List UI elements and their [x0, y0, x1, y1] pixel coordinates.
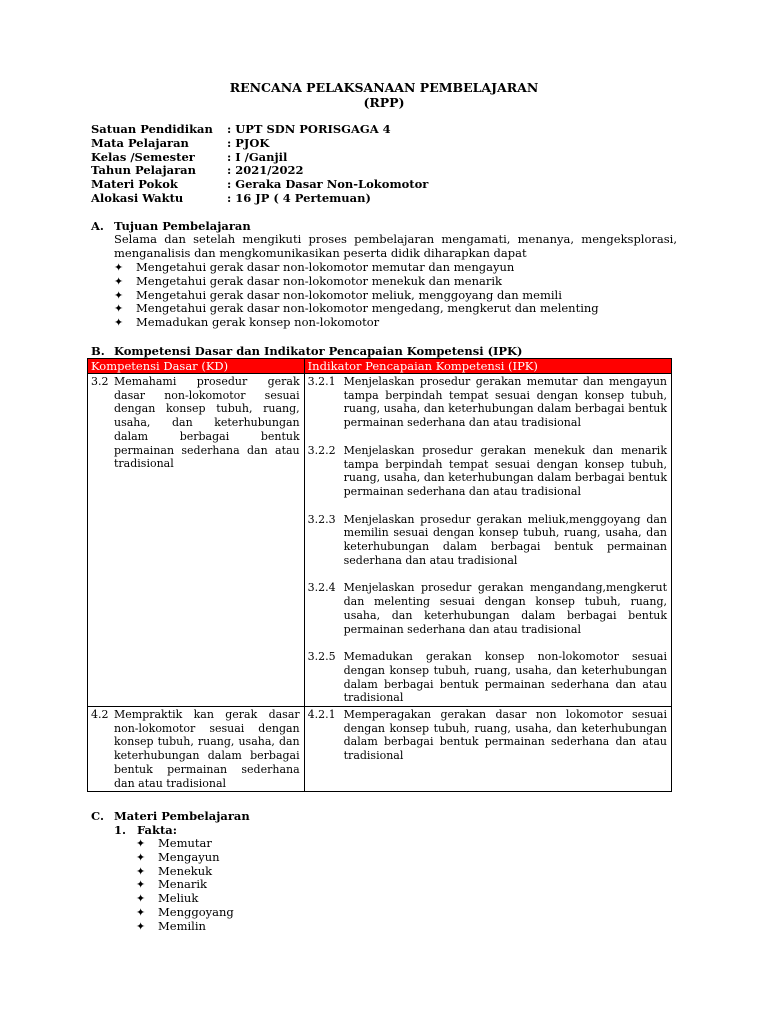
- subsection-number: 1.: [114, 823, 127, 837]
- identity-row: [91, 123, 428, 137]
- section-title: Kompetensi Dasar dan Indikator Pencapaian Kompetensi (IPK): [114, 344, 523, 358]
- list-item: [136, 892, 234, 906]
- star-bullet-icon: ✦: [136, 878, 146, 892]
- identity-value: : 2021/2022: [227, 163, 304, 178]
- column-header-kd: Kompetensi Dasar (KD): [88, 359, 305, 374]
- kd-cell: [88, 707, 305, 792]
- kd-text: Memahami prosedur gerak dasar non-lokomotor sesuai dengan konsep tubuh, ruang, usaha, dan keterhubungan dalam berbagai bentuk permainan sederhana dan atau tradisional: [114, 375, 300, 471]
- document-subtitle: (RPP): [363, 95, 405, 110]
- indicator-text: Memadukan gerakan konsep non-lokomotor sesuai dengan konsep tubuh, ruang, usaha, dan keterhubungan dalam berbagai bentuk permainan sederhana dan atau tradisional: [343, 650, 667, 705]
- section-title: Materi Pembelajaran: [114, 809, 250, 823]
- star-bullet-icon: ✦: [136, 864, 146, 878]
- indicator-number: 3.2.2: [307, 443, 336, 457]
- list-item: [136, 920, 234, 934]
- star-bullet-icon: ✦: [136, 905, 146, 919]
- identity-label: Materi Pokok: [91, 177, 178, 192]
- star-bullet-icon: ✦: [114, 302, 124, 316]
- fact-text: Mengayun: [158, 849, 220, 864]
- list-item: [114, 302, 599, 316]
- section-a-intro: Selama dan setelah mengikuti proses pembelajaran mengamati, menanya, mengeksplorasi, menganalisis dan mengkomunikasikan peserta didik diharapkan dapat: [114, 232, 677, 260]
- star-bullet-icon: ✦: [114, 274, 124, 288]
- kd-text: Mempraktik kan gerak dasar non-lokomotor sesuai dengan konsep tubuh, ruang, usaha, dan keterhubungan dalam berbagai bentuk permainan sederhana dan atau tradisional: [114, 708, 300, 790]
- table-header-row: [88, 359, 672, 374]
- indicator-number: 3.2.4: [307, 581, 336, 595]
- identity-value: : 16 JP ( 4 Pertemuan): [227, 190, 371, 205]
- table-row: [88, 374, 672, 707]
- indicator-item: [308, 444, 667, 499]
- kd-number: 3.2: [91, 375, 109, 388]
- kd-number: 4.2: [91, 708, 109, 722]
- indicator-text: Menjelaskan prosedur gerakan memutar dan mengayun tampa berpindah tempat sesuai dengan konsep tubuh, ruang, usaha, dan keterhubungan dalam berbagai bentuk permainan sederhana dan atau tradisional: [343, 375, 667, 430]
- indicator-number: 3.2.1: [307, 375, 336, 388]
- identity-value: : I /Ganjil: [227, 149, 288, 164]
- subsection-title: Fakta:: [137, 823, 177, 837]
- identity-label: Tahun Pelajaran: [91, 163, 196, 178]
- list-item: [136, 878, 234, 892]
- section-letter: C.: [91, 809, 104, 823]
- section-b-heading: [91, 344, 523, 358]
- indicator-text: Menjelaskan prosedur gerakan menekuk dan menarik tampa berpindah tempat sesuai dengan konsep tubuh, ruang, usaha, dan keterhubungan dalam berbagai bentuk permainan sederhana dan atau tradisional: [343, 443, 667, 498]
- identity-row: [91, 151, 428, 165]
- star-bullet-icon: ✦: [136, 892, 146, 906]
- indicator-item: [308, 581, 667, 636]
- star-bullet-icon: ✦: [114, 261, 124, 274]
- list-item: [136, 865, 234, 879]
- section-title: Tujuan Pembelajaran: [114, 219, 251, 233]
- fact-text: Memilin: [158, 918, 206, 933]
- star-bullet-icon: ✦: [114, 288, 124, 302]
- identity-block: [91, 123, 428, 206]
- star-bullet-icon: ✦: [136, 837, 146, 850]
- indicator-text: Memperagakan gerakan dasar non lokomotor sesuai dengan konsep tubuh, ruang, usaha, dan keterhubungan dalam berbagai bentuk permainan sederhana dan atau tradisional: [343, 708, 667, 763]
- fact-text: Menggoyang: [158, 904, 234, 919]
- indicator-number: 3.2.5: [307, 650, 336, 664]
- star-bullet-icon: ✦: [136, 850, 146, 864]
- goal-text: Mengetahui gerak dasar non-lokomotor memutar dan mengayun: [136, 260, 515, 274]
- identity-value: : UPT SDN PORISGAGA 4: [227, 122, 391, 136]
- star-bullet-icon: ✦: [114, 316, 124, 330]
- fact-text: Meliuk: [158, 891, 199, 906]
- identity-label: Mata Pelajaran: [91, 135, 189, 150]
- indicator-number: 3.2.3: [307, 512, 336, 526]
- identity-value: : PJOK: [227, 135, 270, 150]
- indicator-text: Menjelaskan prosedur gerakan meliuk,menggoyang dan memilin sesuai dengan konsep tubuh, ruang, usaha, dan keterhubungan dalam berbagai bentuk permainan sederhana dan atau tradisional: [343, 512, 667, 567]
- goal-text: Mengetahui gerak dasar non-lokomotor menekuk dan menarik: [136, 273, 503, 288]
- indicator-item: [308, 650, 667, 705]
- identity-value: : Geraka Dasar Non-Lokomotor: [227, 177, 429, 192]
- fact-text: Menarik: [158, 877, 207, 892]
- goal-text: Memadukan gerak konsep non-lokomotor: [136, 315, 380, 330]
- indicator-item: [308, 513, 667, 568]
- list-item: [114, 316, 599, 330]
- list-item: [114, 289, 599, 303]
- list-item: [114, 275, 599, 289]
- document-title: RENCANA PELAKSANAAN PEMBELAJARAN: [229, 80, 539, 95]
- identity-row: [91, 178, 428, 192]
- section-letter: B.: [91, 344, 105, 358]
- list-item: [136, 837, 234, 851]
- star-bullet-icon: ✦: [136, 919, 146, 933]
- list-item: [136, 851, 234, 865]
- column-header-ipk: Indikator Pencapaian Kompetensi (IPK): [304, 359, 671, 374]
- ipk-cell: [304, 707, 671, 792]
- kd-cell: [88, 374, 305, 707]
- identity-row: [91, 137, 428, 151]
- indicator-item: [308, 375, 667, 430]
- goal-text: Mengetahui gerak dasar non-lokomotor mengedang, mengkerut dan melenting: [136, 301, 599, 316]
- fact-text: Menekuk: [158, 863, 213, 878]
- subsection-heading: [114, 823, 177, 837]
- goal-text: Mengetahui gerak dasar non-lokomotor meliuk, menggoyang dan memili: [136, 287, 562, 302]
- identity-row: [91, 164, 428, 178]
- list-item: [114, 261, 599, 275]
- identity-label: Alokasi Waktu: [91, 190, 184, 205]
- table-row: [88, 707, 672, 792]
- competency-table: [87, 358, 672, 792]
- identity-label: Satuan Pendidikan: [91, 122, 213, 136]
- indicator-text: Menjelaskan prosedur gerakan mengandang,mengkerut dan melenting sesuai dengan konsep tubuh, ruang, usaha, dan keterhubungan dalam berbagai bentuk permainan sederhana dan atau tradisional: [343, 581, 667, 636]
- goal-list: [114, 261, 599, 330]
- section-a-heading: [91, 219, 251, 233]
- fact-list: [136, 837, 234, 934]
- fact-text: Memutar: [158, 836, 212, 850]
- list-item: [136, 906, 234, 920]
- ipk-cell: [304, 374, 671, 707]
- section-letter: A.: [91, 219, 104, 233]
- indicator-number: 4.2.1: [307, 708, 336, 722]
- identity-row: [91, 192, 428, 206]
- identity-label: Kelas /Semester: [91, 149, 195, 164]
- section-c-heading: [91, 809, 250, 823]
- indicator-item: [308, 708, 667, 763]
